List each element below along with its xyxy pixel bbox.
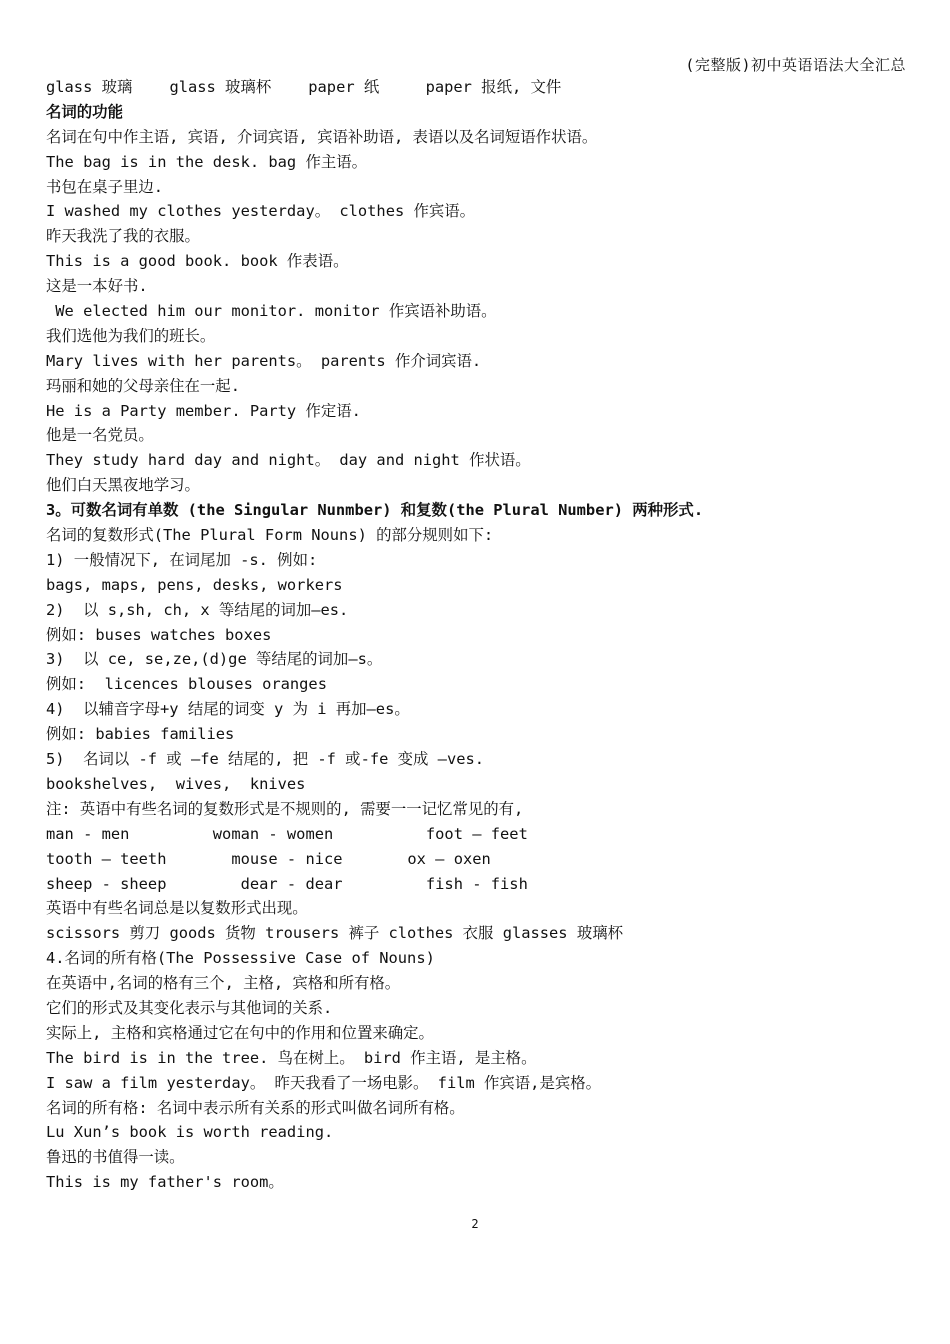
text-line: 玛丽和她的父母亲住在一起.: [46, 376, 240, 395]
text-line: 昨天我洗了我的衣服。: [46, 227, 200, 246]
text-line: 注: 英语中有些名词的复数形式是不规则的, 需要一一记忆常见的有,: [46, 799, 524, 818]
text-line: bookshelves, wives, knives: [46, 774, 306, 793]
text-line: scissors 剪刀 goods 货物 trousers 裤子 clothes 衣服 glasses 玻璃杯: [46, 924, 623, 943]
text-line: Mary lives with her parents。 parents 作介词宾语.: [46, 351, 482, 370]
text-line: 名词在句中作主语, 宾语, 介词宾语, 宾语补助语, 表语以及名词短语作状语。: [46, 127, 598, 146]
text-line: This is a good book. book 作表语。: [46, 252, 349, 271]
text-line: 1) 一般情况下, 在词尾加 -s. 例如:: [46, 550, 318, 569]
text-line: sheep - sheep dear - dear fish - fish: [46, 874, 528, 893]
text-line: glass 玻璃 glass 玻璃杯 paper 纸 paper 报纸, 文件: [46, 78, 562, 96]
text-line: 书包在桌子里边.: [46, 177, 164, 196]
page-header: (完整版)初中英语语法大全汇总: [685, 56, 906, 74]
document-body: [46, 75, 906, 1195]
text-line: 英语中有些名词总是以复数形式出现。: [46, 899, 308, 918]
text-line: 名词的所有格: 名词中表示所有关系的形式叫做名词所有格。: [46, 1098, 465, 1117]
text-line: 他是一名党员。: [46, 426, 154, 445]
text-line: 实际上, 主格和宾格通过它在句中的作用和位置来确定。: [46, 1023, 434, 1042]
text-line: 4) 以辅音字母+y 结尾的词变 y 为 i 再加—es。: [46, 700, 410, 719]
text-line: 这是一本好书.: [46, 277, 148, 296]
text-line: 在英语中,名词的格有三个, 主格, 宾格和所有格。: [46, 974, 401, 993]
text-line: 我们选他为我们的班长。: [46, 326, 216, 345]
text-line: 他们白天黑夜地学习。: [46, 476, 200, 495]
text-line: 3) 以 ce, se,ze,(d)ge 等结尾的词加—s。: [46, 650, 383, 669]
text-line: 它们的形式及其变化表示与其他词的关系.: [46, 998, 333, 1017]
section-heading: 3。可数名词有单数 (the Singular Nunmber) 和复数(the Plural Number) 两种形式.: [46, 501, 704, 520]
text-line: 4.名词的所有格(The Possessive Case of Nouns): [46, 949, 435, 968]
text-line: 2) 以 s,sh, ch, x 等结尾的词加—es.: [46, 600, 349, 619]
page-number: 2: [471, 1217, 479, 1231]
text-line: This is my father's room。: [46, 1173, 284, 1192]
text-line: 5) 名词以 -f 或 —fe 结尾的, 把 -f 或-fe 变成 —ves.: [46, 750, 485, 769]
text-line: man - men woman - women foot — feet: [46, 824, 528, 843]
text-line: 例如: licences blouses oranges: [46, 675, 327, 694]
text-line: The bag is in the desk. bag 作主语。: [46, 152, 368, 171]
text-line: The bird is in the tree. 鸟在树上。 bird 作主语, 是主格。: [46, 1048, 537, 1067]
text-line: He is a Party member. Party 作定语.: [46, 401, 361, 420]
text-line: bags, maps, pens, desks, workers: [46, 575, 343, 594]
text-line: 例如: buses watches boxes: [46, 625, 272, 644]
text-line: They study hard day and night。 day and night 作状语。: [46, 451, 531, 470]
text-line: We elected him our monitor. monitor 作宾语补助语。: [46, 302, 497, 321]
text-line: 名词的复数形式(The Plural Form Nouns) 的部分规则如下:: [46, 526, 494, 545]
text-line: I washed my clothes yesterday。 clothes 作宾语。: [46, 202, 476, 221]
text-line: Lu Xun’s book is worth reading.: [46, 1123, 334, 1142]
text-line: tooth — teeth mouse - nice ox — oxen: [46, 849, 491, 868]
text-line: 例如: babies families: [46, 725, 235, 744]
section-heading: 名词的功能: [46, 102, 123, 121]
text-line: 鲁迅的书值得一读。: [46, 1148, 185, 1167]
text-line: I saw a film yesterday。 昨天我看了一场电影。 film 作宾语,是宾格。: [46, 1073, 602, 1092]
